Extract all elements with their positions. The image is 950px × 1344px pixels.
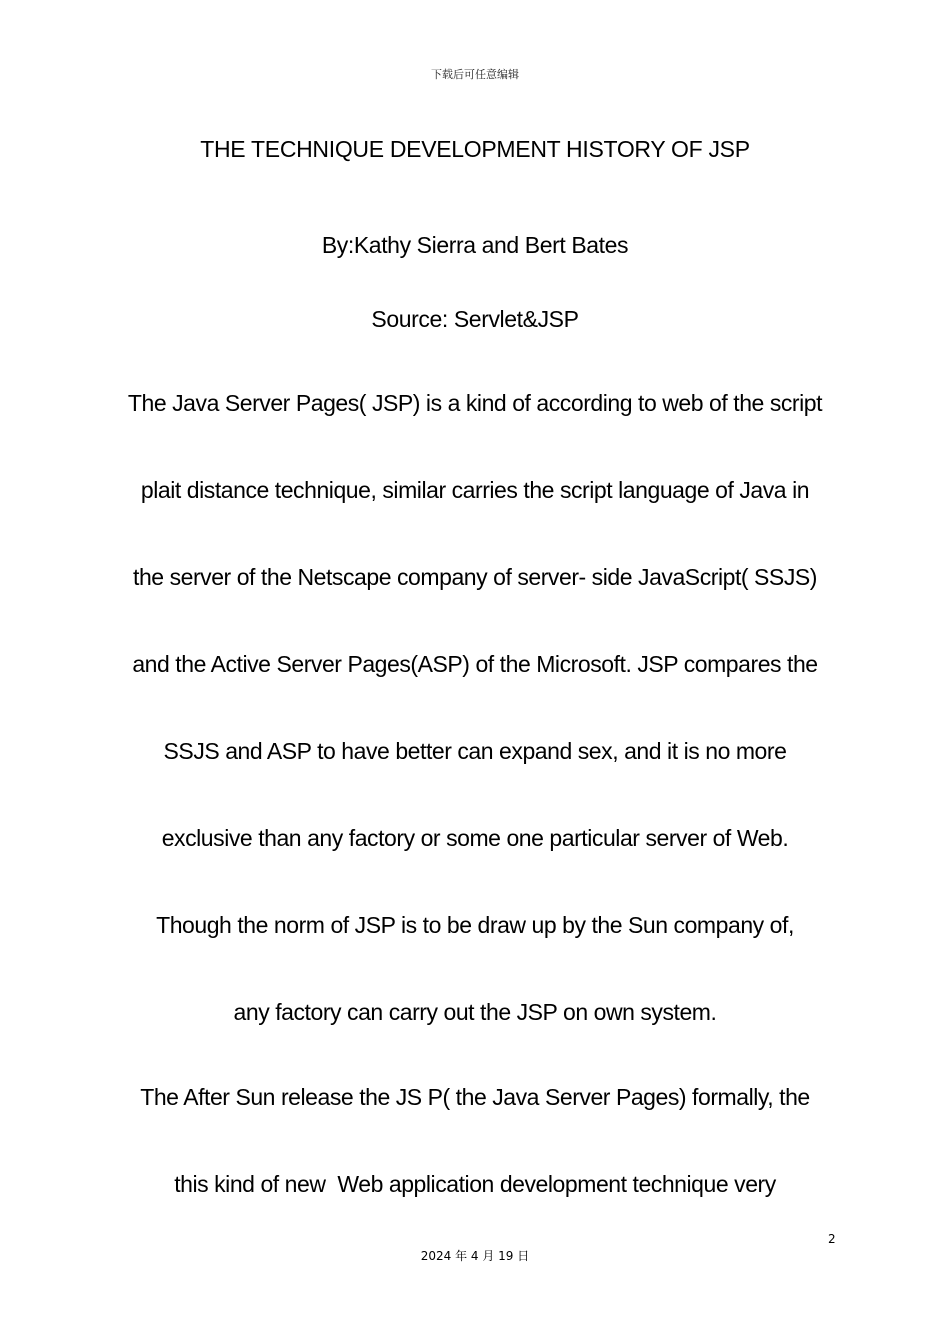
header-note: 下载后可任意编辑 bbox=[431, 68, 519, 81]
footer-date: 2024 年 4 月 19 日 bbox=[420, 1249, 530, 1263]
body-line: and the Active Server Pages(ASP) of the Microsoft. JSP compares the bbox=[132, 651, 818, 677]
body-line: plait distance technique, similar carries the script language of Java in bbox=[140, 477, 810, 503]
document-source: Source: Servlet&JSP bbox=[371, 306, 579, 332]
body-line: this kind of new Web application development technique very bbox=[174, 1171, 776, 1197]
body-line: The Java Server Pages( JSP) is a kind of according to web of the script bbox=[127, 390, 823, 416]
body-line: any factory can carry out the JSP on own system. bbox=[233, 999, 717, 1025]
body-line: Though the norm of JSP is to be draw up by the Sun company of, bbox=[156, 912, 794, 938]
body-line: The After Sun release the JS P( the Java Server Pages) formally, the bbox=[140, 1084, 810, 1110]
page-number: 2 bbox=[828, 1232, 836, 1246]
document-byline: By:Kathy Sierra and Bert Bates bbox=[321, 232, 629, 258]
body-line: exclusive than any factory or some one particular server of Web. bbox=[161, 825, 789, 851]
body-line: SSJS and ASP to have better can expand sex, and it is no more bbox=[163, 738, 787, 764]
document-title: THE TECHNIQUE DEVELOPMENT HISTORY OF JSP bbox=[200, 136, 750, 162]
body-line: the server of the Netscape company of server- side JavaScript( SSJS) bbox=[133, 564, 817, 590]
